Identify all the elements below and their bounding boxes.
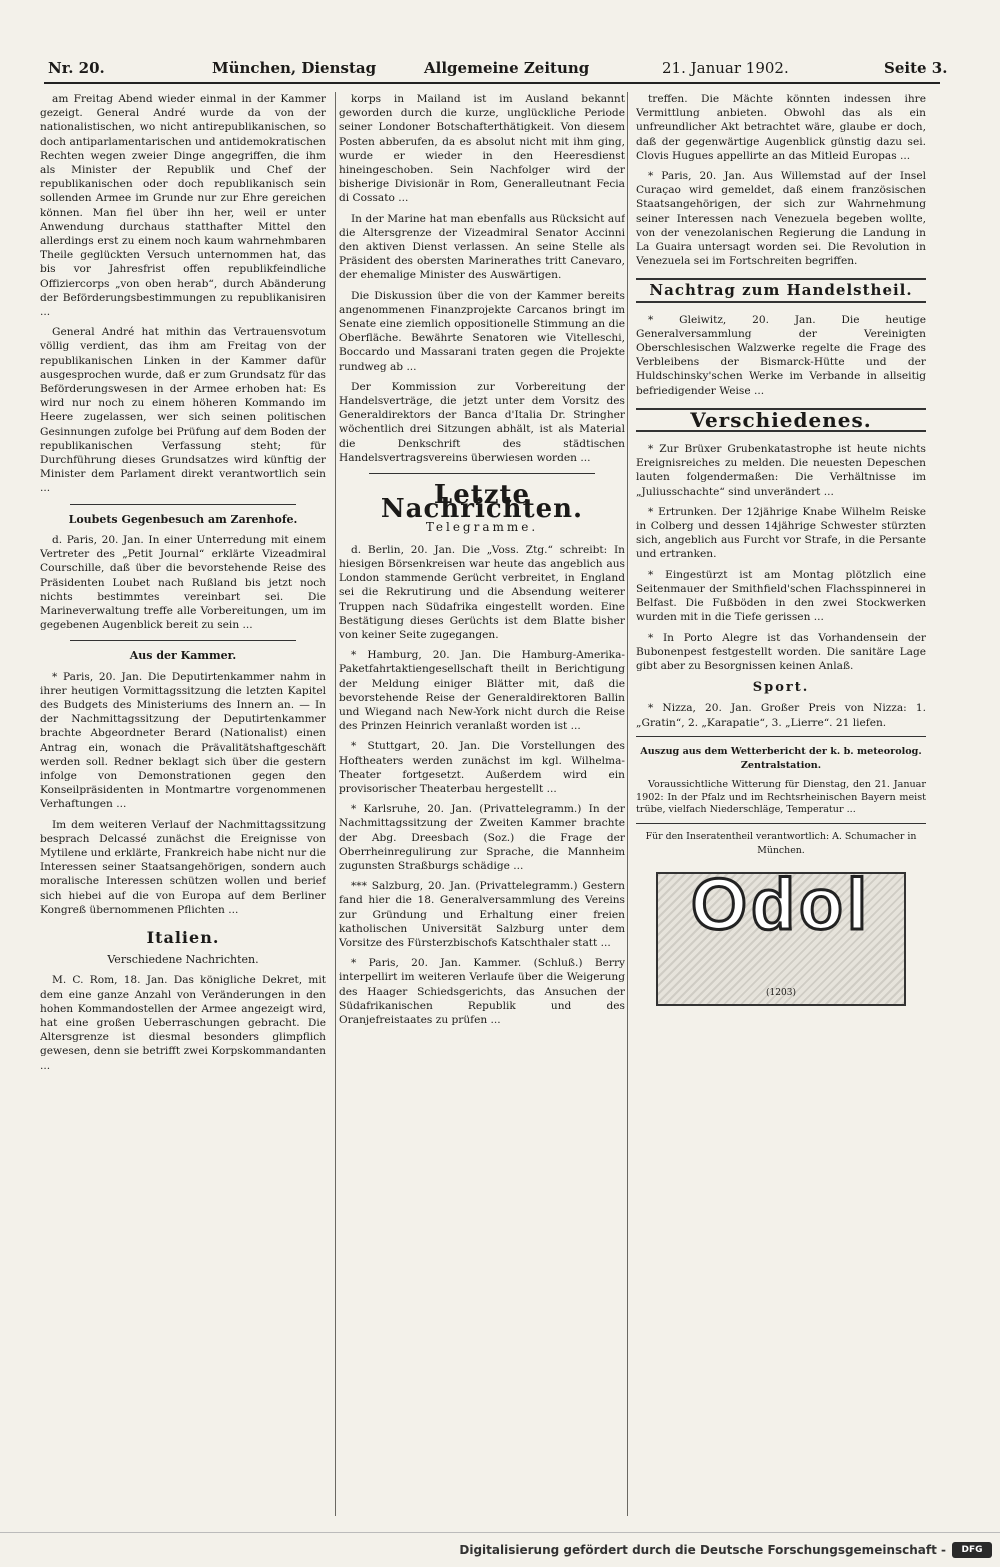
subsection-heading: Verschiedene Nachrichten.: [107, 953, 259, 967]
column-divider: [335, 92, 336, 1516]
divider: [636, 823, 926, 824]
article-paragraph: d. Berlin, 20. Jan. Die „Voss. Ztg.“ schreibt: In hiesigen Börsenkreisen war heute das angeblich aus London stammende Gerücht verbreitet, in England sei die Rekrutirung und die Absendung weiterer Truppen nach Südafrika eingestellt worden. Eine Bestätigung dieses Gerüchts ist dem Blatte bisher von keiner Seite zugegangen.: [339, 543, 625, 641]
footer-text: Digitalisierung gefördert durch die Deutsche Forschungsgemeinschaft -: [459, 1543, 946, 1557]
divider: [70, 640, 296, 641]
issue-date: 21. Januar 1902.: [662, 59, 789, 77]
section-heading: Sport.: [752, 680, 810, 696]
article-paragraph: * Paris, 20. Jan. Aus Willemstad auf der Insel Curaçao wird gemeldet, daß einem französischen Staatsangehörigen, der sich zur Wahrnehmung seiner Interessen nach Venezuela begeben wollte, von der venezolanischen Regierung die Landung in La Guaira untersagt worden sei. Die Revolution in Venezuela sei im Fortschreiten begriffen.: [636, 170, 926, 268]
issue-number: Nr. 20.: [48, 59, 105, 77]
newspaper-title: Allgemeine Zeitung: [424, 59, 590, 77]
odol-advertisement: [656, 865, 906, 1006]
article-paragraph: M. C. Rom, 18. Jan. Das königliche Dekret, mit dem eine ganze Anzahl von Veränderungen in den hohen Kommandostellen der Armee angezeigt wird, hat eine großen Ueberraschungen gebracht. Die Altersgrenze ist diesmal besonders glimpflich gewesen, denn sie betrifft zwei Korpskommandanten ...: [40, 974, 326, 1072]
article-paragraph: Im dem weiteren Verlauf der Nachmittagssitzung besprach Delcassé zunächst die Ereignisse von Mytilene und erklärte, Frankreich habe nicht nur die Interessen seiner Staatsangehörigen, sondern auch moralische Interessen schützen wollen und berief sich hiebei auf die von Europa auf dem Berliner Kongreß übernommenen Pflichten ...: [40, 818, 326, 916]
divider: [369, 473, 595, 474]
weather-heading: Auszug aus dem Wetterbericht der k. b. meteorolog. Zentralstation.: [640, 745, 922, 771]
article-paragraph: * In Porto Alegre ist das Vorhandensein der Bubonenpest festgestellt worden. Die sanitäre Lage gibt aber zu Besorgnissen keinen Anlaß.: [636, 631, 926, 672]
section-banner: [636, 408, 926, 432]
column-1: [40, 92, 326, 1517]
imprint-note: Für den Inseratentheil verantwortlich: A. Schumacher in München.: [645, 830, 917, 856]
article-paragraph: Der Kommission zur Vorbereitung der Handelsverträge, die jetzt unter dem Vorsitz des Generaldirektors der Banca d'Italia Dr. Stringher wöchentlich drei Sitzungen abhält, ist als Material die Denkschrift des städtischen Handelsvertragsvereins überwiesen worden ...: [339, 380, 625, 464]
dfg-logo: DFG: [952, 1542, 992, 1558]
article-paragraph: d. Paris, 20. Jan. In einer Unterredung mit einem Vertreter des „Petit Journal“ erklärte Vizeadmiral Courschille, daß über die bevorstehende Reise des Präsidenten Loubet nach Rußland bis jetzt noch nichts bestimmtes vereinbart sei. Die Marineverwaltung treffe alle Vorbereitungen, um im gegebenen Augenblick bereit zu sein ...: [40, 533, 326, 632]
article-paragraph: Die Diskussion über die von der Kammer bereits angenommenen Finanzprojekte Carcanos bringt im Senate eine ziemlich oppositionelle Stimmung an die Oberfläche. Bewährte Senatoren wie Vitelleschi, Boccardo und Massarani traten gegen die Projekte rundweg ab ...: [339, 289, 625, 373]
article-paragraph: korps in Mailand ist im Ausland bekannt geworden durch die kurze, unglückliche Periode seiner Londoner Botschafterthätigkeit. Von diesem Posten abberufen, da es absolut nicht mit ihm ging, wurde er wieder in den Heeresdienst hineingeschoben. Sein Nachfolger wird der bisherige Divisionär in Rom, Generalleutnant Fecia di Cossato ...: [339, 93, 625, 205]
masthead: [44, 58, 948, 84]
advertisement-code: (1203): [766, 987, 796, 998]
article-paragraph: General André hat mithin das Vertrauensvotum völlig verdient, das ihm am Freitag von der republikanischen Linken in der Kammer dafür ausgesprochen wurde, daß er zum Grundsatz für das Beförderungswesen in der Armee erhoben hat: Es wird nur noch zu einem höheren Kommando im Heere zugelassen, wer sich seinen politischen Gesinnungen zufolge bei Prüfung auf dem Boden der republikanischen Verfassung steht; für Durchführung dieses Grundsatzes wird künftig der Minister dem Parlament direkt verantwortlich sein ...: [40, 326, 326, 495]
section-heading: Aus der Kammer.: [129, 649, 237, 663]
article-paragraph: * Hamburg, 20. Jan. Die Hamburg-Amerika-Paketfahrtaktiengesellschaft theilt in Berichtigung der Meldung einiger Blätter mit, daß die bevorstehende Reise der Generaldirektoren Ballin und Wiegand nach New-York nicht durch die Reise des Prinzen Heinrich veranlaßt worden ist ...: [339, 649, 625, 733]
page-number: Seite 3.: [884, 59, 948, 77]
subsection-heading: Telegramme.: [425, 520, 539, 535]
digitization-footer: [0, 1532, 1000, 1567]
column-2: [339, 92, 625, 1517]
divider: [70, 504, 296, 505]
column-3: [636, 92, 926, 1517]
section-heading-large: Verschiedenes.: [690, 407, 872, 432]
article-paragraph: * Nizza, 20. Jan. Großer Preis von Nizza: 1. „Gratin“, 2. „Karapatie“, 3. „Lierre“. 21 liefen.: [636, 702, 926, 729]
section-heading-large: Nachtrag zum Handelstheil.: [649, 281, 913, 300]
section-heading-large: Italien.: [146, 927, 220, 947]
divider: [636, 736, 926, 737]
article-paragraph: * Paris, 20. Jan. Die Deputirtenkammer nahm in ihrer heutigen Vormittagssitzung die letzten Kapitel des Budgets des Ministeriums des Innern an. — In der Nachmittagssitzung der Deputirtenkammer brachte Abgeordneter Berard (Nationalist) einen Antrag ein, wonach die Prävalitätshaftgeschäft werden soll. Redner beklagt sich über die gestern infolge von Demonstrationen gegen den Konseilpräsidenten in Montmartre vorgenommenen Verhaftungen ...: [40, 670, 326, 811]
article-paragraph: * Paris, 20. Jan. Kammer. (Schluß.) Berry interpellirt im weiteren Verlaufe über die Weigerung des Haager Schiedsgerichts, das Ansuchen der Südafrikanischen Republik und des Oranjefreistaates zu prüfen ...: [339, 957, 625, 1026]
advertisement-wordmark: Odol: [691, 865, 871, 946]
article-paragraph: * Karlsruhe, 20. Jan. (Privattelegramm.) In der Nachmittagssitzung der Zweiten Kammer brachte der Abg. Dreesbach (Soz.) die Frage der Oberrheinregulirung zur Sprache, die Mannheim zugunsten Straßburgs schädige ...: [339, 803, 625, 872]
section-heading-large: Letzte Nachrichten.: [380, 480, 584, 525]
article-paragraph: *** Salzburg, 20. Jan. (Privattelegramm.) Gestern fand hier die 18. Generalversammlung des Vereins zur Gründung und Erhaltung einer freien katholischen Universität Salzburg unter dem Vorsitze des Fürsterzbischofs Katschthaler statt ...: [339, 880, 625, 949]
section-banner: [636, 278, 926, 302]
city-day: München, Dienstag: [212, 59, 377, 77]
section-heading: Loubets Gegenbesuch am Zarenhofe.: [68, 512, 298, 526]
weather-report: Voraussichtliche Witterung für Dienstag, den 21. Januar 1902: In der Pfalz und im Rechtsrheinischen Bayern meist trübe, vielfach Niederschläge, Temperatur ...: [636, 779, 926, 816]
article-paragraph: * Eingestürzt ist am Montag plötzlich eine Seitenmauer der Smithfield'schen Flachsspinnerei in Belfast. Die Fußböden in den zwei Stockwerken wurden mit in die Tiefe gerissen ...: [636, 568, 926, 624]
article-paragraph: * Stuttgart, 20. Jan. Die Vorstellungen des Hoftheaters werden zunächst im kgl. Wilhelma-Theater fortgesetzt. Außerdem wird ein provisorischer Theaterbau hergestellt ...: [339, 740, 625, 795]
article-paragraph: am Freitag Abend wieder einmal in der Kammer gezeigt. General André wurde da von der nationalistischen, wo nicht antirepublikanischen, so doch antiparlamentarischen und antidemokratischen Rechten wegen zweier Dinge angegriffen, die ihm als Minister der Republik und Chef der republikanischen oder doch republikanisch sein sollenden Armee im Grunde nur zur Ehre gereichen können. Man fiel über ihn her, weil er unter Anwendung durchaus statthafter Mittel den allerdings erst zu einem noch kaum wahrnehmbaren Theile geglückten Versuch unternommen hat, das bis vor Jahresfrist offen republikfeindliche Offiziercorps „von oben herab“, durch Abänderung der Beförderungsbestimmungen zu republikanisiren ...: [40, 93, 326, 319]
article-paragraph: In der Marine hat man ebenfalls aus Rücksicht auf die Altersgrenze der Vizeadmiral Senator Accinni den aktiven Dienst verlassen. An seine Stelle als Präsident des obersten Marinerathes tritt Canevaro, der ehemalige Minister des Auswärtigen.: [339, 212, 625, 282]
article-paragraph: * Gleiwitz, 20. Jan. Die heutige Generalversammlung der Vereinigten Oberschlesischen Walzwerke regelte die Frage des Verbleibens der Bismarck-Hütte und der Huldschinsky'schen Werke im Verbande in allseitig befriedigender Weise ...: [636, 313, 926, 397]
column-divider: [627, 92, 628, 1516]
article-paragraph: * Ertrunken. Der 12jährige Knabe Wilhelm Reiske in Colberg und dessen 14jährige Schwester stürzten sich, angeblich aus Furcht vor Strafe, in die Persante und ertranken.: [636, 505, 926, 561]
article-paragraph: * Zur Brüxer Grubenkatastrophe ist heute nichts Ereignisreiches zu melden. Die neuesten Depeschen lauten folgendermaßen: Die Verhältnisse im „Juliusschachte“ sind unverändert ...: [636, 443, 926, 498]
article-paragraph: treffen. Die Mächte könnten indessen ihre Vermittlung anbieten. Obwohl das als ein unfreundlicher Akt betrachtet wäre, glaube er doch, daß der gegenwärtige Augenblick günstig dazu sei. Clovis Hugues appellirte an das Mitleid Europas ...: [636, 93, 926, 162]
